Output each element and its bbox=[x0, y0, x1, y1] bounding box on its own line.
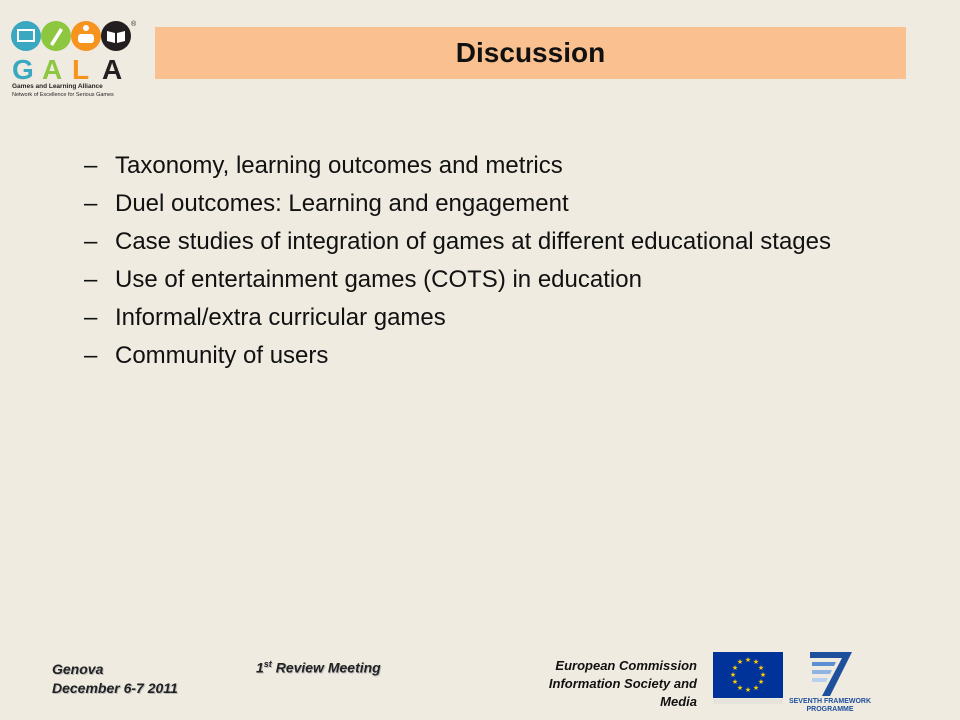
bullet-list bbox=[84, 150, 864, 378]
title-bar bbox=[155, 27, 906, 79]
meeting-label: Review Meeting bbox=[275, 659, 381, 676]
monitor-icon-circle bbox=[11, 21, 41, 51]
logo-letter-l: L bbox=[72, 54, 90, 85]
svg-text:★: ★ bbox=[736, 658, 744, 666]
gamepad-icon bbox=[78, 34, 94, 43]
svg-text:★: ★ bbox=[759, 671, 767, 679]
svg-text:★: ★ bbox=[744, 686, 752, 694]
footer-location: Genova bbox=[52, 661, 104, 677]
svg-text:★: ★ bbox=[757, 664, 765, 672]
logo-tagline: Network of Excellence for Serious Games bbox=[12, 92, 114, 98]
footer-location-date bbox=[52, 660, 178, 698]
list-item: – Use of entertainment games (COTS) in education bbox=[84, 266, 642, 293]
logo-letter-a: A bbox=[42, 54, 63, 85]
book-icon-circle bbox=[101, 21, 131, 51]
svg-text:★: ★ bbox=[729, 671, 737, 679]
list-item: – Duel outcomes: Learning and engagement bbox=[84, 190, 569, 217]
footer-dates: December 6-7 2011 bbox=[52, 680, 178, 696]
svg-text:★: ★ bbox=[744, 656, 752, 664]
svg-text:★: ★ bbox=[757, 678, 765, 686]
svg-text:★: ★ bbox=[736, 684, 744, 692]
meeting-ordinal: 1 bbox=[256, 659, 264, 676]
svg-text:★: ★ bbox=[752, 658, 760, 666]
footer-commission: European Commission Information Society and Media bbox=[548, 658, 697, 709]
gala-logo bbox=[8, 14, 138, 98]
list-item: – Informal/extra curricular games bbox=[84, 304, 446, 331]
logo-subtitle: Games and Learning Alliance bbox=[12, 83, 103, 90]
fp7-label: SEVENTH FRAMEWORK PROGRAMME bbox=[788, 698, 872, 713]
footer-meeting bbox=[256, 659, 381, 676]
list-item: – Case studies of integration of games at different educational stages bbox=[84, 228, 832, 255]
logo-letter-g: G bbox=[12, 54, 34, 85]
svg-text:★: ★ bbox=[731, 664, 739, 672]
svg-text:★: ★ bbox=[731, 678, 739, 686]
eu-flag-icon bbox=[713, 652, 783, 704]
list-item: – Community of users bbox=[84, 342, 329, 369]
slide-title: Discussion bbox=[455, 37, 606, 68]
meeting-ordinal-suffix: st bbox=[263, 659, 272, 669]
list-item: – Taxonomy, learning outcomes and metrics bbox=[84, 152, 563, 179]
logo-letter-a2: A bbox=[102, 54, 123, 85]
registered-mark: ® bbox=[131, 21, 137, 28]
gala-logo-graphic bbox=[8, 14, 138, 98]
svg-text:★: ★ bbox=[752, 684, 760, 692]
